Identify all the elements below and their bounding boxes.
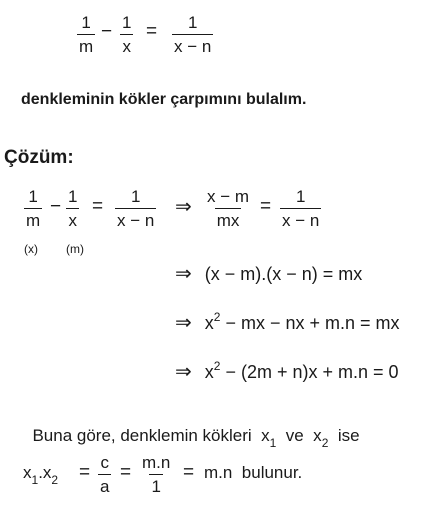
equals-sign: =	[79, 462, 91, 483]
conclusion-lead: Buna göre, denklemin kökleri x	[32, 426, 270, 445]
solution-heading: Çözüm:	[4, 147, 74, 168]
equals-sign: =	[260, 196, 272, 217]
minus-sign: −	[101, 21, 113, 42]
equals-sign: =	[120, 462, 132, 483]
fraction	[120, 14, 133, 55]
subscript: 1	[31, 473, 39, 487]
multiplier-label: (m)	[66, 242, 84, 256]
fraction	[66, 188, 79, 229]
step-4-rest: − (2m + n)x + m.n = 0	[220, 362, 399, 382]
result-text: m.n bulunur.	[204, 463, 303, 482]
equals-sign: =	[183, 462, 195, 483]
equals-sign: =	[92, 196, 104, 217]
subscript: 2	[51, 473, 59, 487]
fraction	[77, 14, 95, 55]
implies-arrow-icon: ⇒	[175, 361, 192, 383]
step-4-base: x	[204, 362, 214, 382]
implies-arrow-icon: ⇒	[175, 263, 192, 285]
conclusion-tail: ise	[328, 426, 360, 445]
numerator: 1	[122, 13, 132, 32]
numerator: 1	[81, 13, 91, 32]
numerator: 1	[68, 187, 78, 206]
numerator: 1	[130, 187, 141, 206]
numerator: x − m	[207, 187, 250, 206]
variable: .x	[38, 463, 52, 482]
variable: x	[23, 463, 32, 482]
step-4	[175, 359, 399, 383]
product-expression	[23, 463, 59, 487]
denominator: x	[120, 34, 133, 55]
conclusion-mid: ve x	[276, 426, 322, 445]
denominator: mx	[215, 208, 242, 229]
fraction	[140, 454, 172, 495]
step-2	[175, 264, 362, 284]
subscript: 1	[269, 436, 277, 450]
equals-sign: =	[146, 21, 158, 42]
subscript: 2	[321, 436, 329, 450]
question-text: denkleminin kökler çarpımını bulalım.	[21, 91, 307, 108]
fraction	[280, 188, 321, 229]
fraction	[205, 188, 251, 229]
implies-arrow-icon: ⇒	[175, 312, 192, 334]
implies-arrow-icon: ⇒	[175, 196, 192, 218]
step-3-rest: − mx − nx + m.n = mx	[220, 313, 400, 333]
multiplier-label: (x)	[24, 242, 38, 256]
step-3	[175, 310, 400, 334]
denominator: x − n	[280, 208, 321, 229]
fraction	[98, 454, 111, 495]
denominator: 1	[149, 474, 162, 495]
conclusion-text	[23, 410, 360, 450]
fraction	[115, 188, 156, 229]
numerator: 1	[187, 13, 198, 32]
minus-sign: −	[50, 196, 62, 217]
numerator: c	[100, 453, 109, 472]
numerator: 1	[28, 187, 38, 206]
numerator: m.n	[142, 453, 171, 472]
denominator: x	[66, 208, 79, 229]
fraction	[172, 14, 213, 55]
exponent: 2	[213, 310, 221, 324]
numerator: 1	[295, 187, 306, 206]
fraction	[24, 188, 42, 229]
exponent: 2	[213, 359, 221, 373]
denominator: m	[24, 208, 42, 229]
denominator: x − n	[115, 208, 156, 229]
denominator: a	[98, 474, 111, 495]
denominator: x − n	[172, 34, 213, 55]
step-3-base: x	[204, 313, 214, 333]
step-2-text: (x − m).(x − n) = mx	[204, 264, 363, 284]
denominator: m	[77, 34, 95, 55]
